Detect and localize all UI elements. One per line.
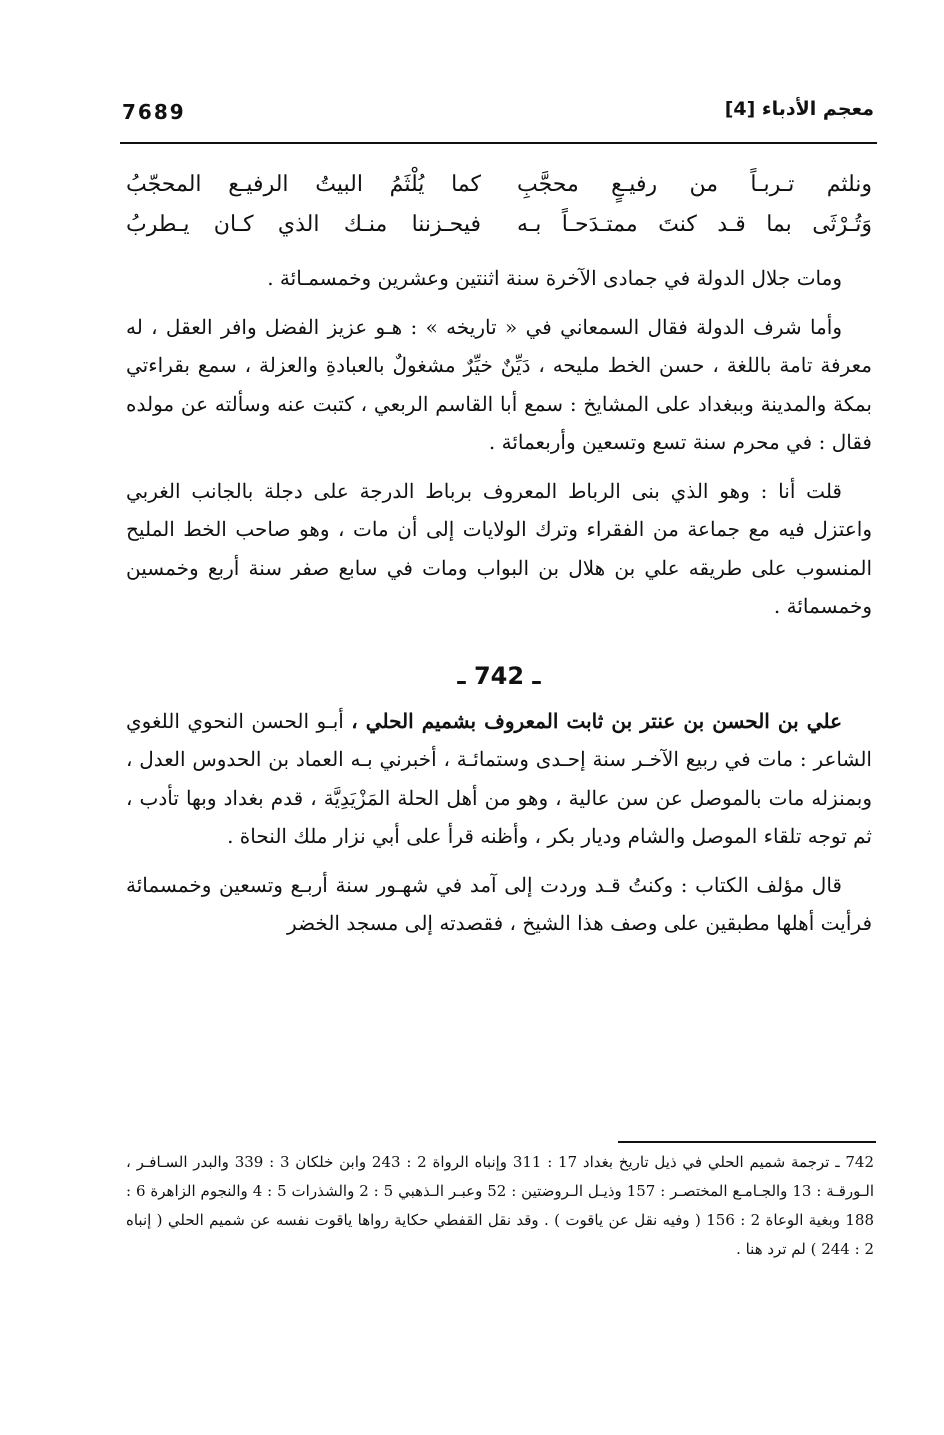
entry-biography [126,702,872,856]
verse-second-hemistich: فيحـزننا منـك الذي كـان يـطربُ [126,212,481,237]
paragraph-author-note: قلت أنا : وهو الذي بنى الرباط المعروف برباط الدرجة على دجلة بالجانب الغربي واعتزل فيه مع جماعة من الفقراء وترك الولايات إلى أن مات ، وهو صاحب الخط المليح المنسوب على طريقه علي بن هلال بن البواب ومات في سابع صفر سنة أربع وخمسين وخمسمائة . [126,478,872,618]
verse-first-hemistich: ونلثم تـربـاً من رفيـعٍ محجَّبِ [517,172,872,197]
footnote [126,1148,874,1264]
entry-name: علي بن الحسن بن عنتر بن ثابت المعروف بشميم الحلي ، [351,708,842,733]
page-number: 7689 [122,100,186,124]
page-header [122,98,874,128]
paragraph-book-author: قال مؤلف الكتاب : وكنتُ قـد وردت إلى آمد في شهـور سنة أربـع وتسعين وخمسمائة فرأيت أهلها مطبقين على وصف هذا الشيخ ، فقصدته إلى مسجد الخضر [126,872,872,935]
running-title: معجم الأدباء [4] [724,98,874,120]
poem-verse [126,205,872,245]
footnote-text: ـ ترجمة شميم الحلي في ذيل تاريخ بغداد 17 : 311 وإنباه الرواة 2 : 243 وابن خلكان 3 : 339 والبدر السـافـر ، الـورقـة : 13 والجـامـع المختصـر : 157 وذيـل الـروضتين : 52 وعبـر الـذهبي 5 : 2 والشذرات 5 : 4 والنجوم الزاهرة 6 : 188 وبغية الوعاة 2 : 156 ( وفيه نقل عن ياقوت ) . وقد نقل القفطي حكاية رواها ياقوت نفسه عن شميم الحلي ( إنباه 2 : 244 ) لم ترد هنا . [126,1153,875,1258]
footnote-rule [618,1141,876,1143]
header-rule [120,142,877,144]
entry-bio-text: أبـو الحسن النحوي اللغوي الشاعر : مات في ربيع الآخـر سنة إحـدى وستمائـة ، أخبرني بـه العماد بن الحدوس العدل ، وبمنزله مات بالموصل عن سن عالية ، وهو من أهل الحلة المَزْيَدِيَّة ، قدم بغداد وبها تأدب ، ثم توجه تلقاء الموصل والشام وديار بكر ، وأظنه قرأ على أبي نزار ملك النحاة . [126,708,872,848]
page-body [126,165,872,953]
verse-second-hemistich: كما يُلْثَمُ البيتُ الرفيـع المحجّبُ [126,172,481,197]
poem-verse [126,165,872,205]
poem [126,165,872,245]
paragraph-sharaf-aldawla: وأما شرف الدولة فقال السمعاني في « تاريخه » : هـو عزيز الفضل وافر العقل ، له معرفة تامة باللغة ، حسن الخط مليحه ، دَيِّنٌ خيِّرٌ مشغولٌ بالعبادةِ والعزلة ، سمع بقراءتي بمكة والمدينة وببغداد على المشايخ : سمع أبا القاسم الربعي ، كتبت عنه وسألته عن مولده فقال : في محرم سنة تسع وتسعين وأربعمائة . [126,314,872,454]
verse-first-hemistich: وَتُـرْثَى بما قـد كنتَ ممتـدَحـاً بـه [517,212,872,237]
entry-number: ـ 742 ـ [457,661,541,690]
footnote-number: 742 [845,1153,875,1171]
paragraph-death-jalal-aldawla: ومات جلال الدولة في جمادى الآخرة سنة اثنتين وعشرين وخمسمـائة . [267,266,842,290]
